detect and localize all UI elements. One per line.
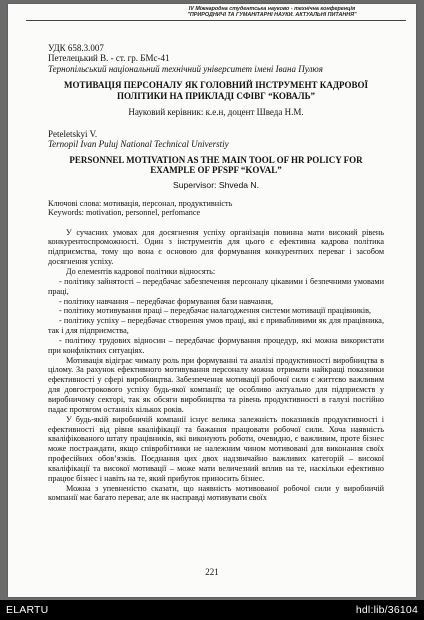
list-item: - політику мотивування праці – передбачає налагодження системи мотивації працівників,: [59, 306, 372, 316]
supervisor-uk: Науковий керівник: к.е.н, доцент Шведа Н.М.: [128, 107, 304, 118]
supervisor-en: Supervisor: Shveda N.: [173, 179, 259, 190]
document-page: [8, 4, 416, 597]
archive-footer-bar: [0, 600, 424, 620]
conference-header-line1: IV Міжнародна студентська науково - технічна конференція: [188, 6, 356, 12]
repository-label: ELARTU: [6, 604, 49, 616]
conference-header-line2: "ПРИРОДНИЧІ ТА ГУМАНІТАРНІ НАУКИ. АКТУАЛЬНІ ПИТАННЯ": [187, 12, 357, 19]
page-number: 221: [205, 567, 219, 577]
article-body: [48, 228, 384, 504]
list-item: - політику зайнятості – передбачає забезпечення персоналу цікавими і безпечними умовами праці,: [48, 276, 384, 296]
body-paragraph: У будь-якій виробничій компанії існує велика залежність показників продуктивності і ефективності від рівня кваліфікації та бажання працювати робочої сили. Хоча наявність кваліфікованого штату працівників, які виконують роботи, очевидно, є важливим, проте бізнес може постраждати, якщо співробітники не належним чином мотивовані для виконання своїх професійних обов’язків. Поєднання цих двох надзвичайно важливих категорій – високої кваліфікації та високої мотивації – може мати величезний вплив на те, наскільки ефективно працює бізнес і навіть на те, який прибуток приносить бізнес.: [48, 414, 384, 483]
body-paragraph: До елементів кадрової політики відносять:: [66, 267, 216, 276]
list-item: - політику трудових відносин – передбачає формування процедур, які можна використати при конфліктних ситуаціях.: [48, 335, 384, 355]
header-rule: [26, 20, 406, 21]
keywords-uk: Ключові слова: мотивація, персонал, продуктивність: [48, 199, 233, 209]
author-uk: Петелецький В. - ст. гр. БМс-41: [48, 53, 170, 64]
affiliation-en: Ternopil Ivan Puluj National Technical Universtiy: [48, 139, 229, 150]
conference-header: [142, 6, 402, 19]
title-en: PERSONNEL MOTIVATION AS THE MAIN TOOL OF HR POLICY FOR EXAMPLE OF PFSPF “KOVAL”: [69, 154, 363, 176]
list-item: - політику навчання – передбачає формування бази навчання,: [59, 296, 274, 306]
title-uk: МОТИВАЦІЯ ПЕРСОНАЛУ ЯК ГОЛОВНИЙ ІНСТРУМЕНТ КАДРОВОЇ ПОЛІТИКИ НА ПРИКЛАДІ СФІВГ “КОВАЛЬ”: [64, 80, 368, 101]
handle-link[interactable]: hdl:lib/36104: [355, 604, 418, 616]
body-paragraph: Мотивація відіграє чималу роль при формуванні та аналізі продуктивності виробництва в цілому. За рахунок ефективного мотивування персоналу можна отримати найкращі показники ефективності у сфері виробництва. Забезпечення мотивації робочої сили є життєво важливим для довгострокового успіху будь-якої компанії; це особливо актуально для підприємств у виробничому секторі, так як обсяги виробництва та рівень продуктивності в галузі постійно падає протягом останніх кількох років.: [48, 355, 384, 414]
affiliation-uk: Тернопільський національний технічний університет імені Івана Пулюя: [48, 63, 323, 74]
body-paragraph: Можна з упевненістю сказати, що наявність мотивованої робочої сили у виробничій компанії має багато переваг, але як насправді мотивувати своїх: [48, 483, 384, 503]
list-item: - політику успіху – передбачає створення умов праці, які є привабливими як для працівника, так і для підприємства,: [48, 316, 384, 336]
keywords-block: [48, 199, 384, 217]
keywords-en: Keywords: motivation, personnel, perfomance: [48, 208, 201, 218]
article-content: [48, 43, 384, 503]
author-en: Peteletskyi V.: [48, 128, 98, 139]
udk-code: УДК 658.3.007: [48, 43, 104, 53]
body-paragraph: У сучасних умовах для досягнення успіху організація повинна мати високий рівень конкурентоспроможності. Один з інструментів для цього є ефективна кадрова політика підприємства, тому що вона є основою для формування конкурентних переваг і засобом досягнення успіху.: [48, 227, 384, 267]
